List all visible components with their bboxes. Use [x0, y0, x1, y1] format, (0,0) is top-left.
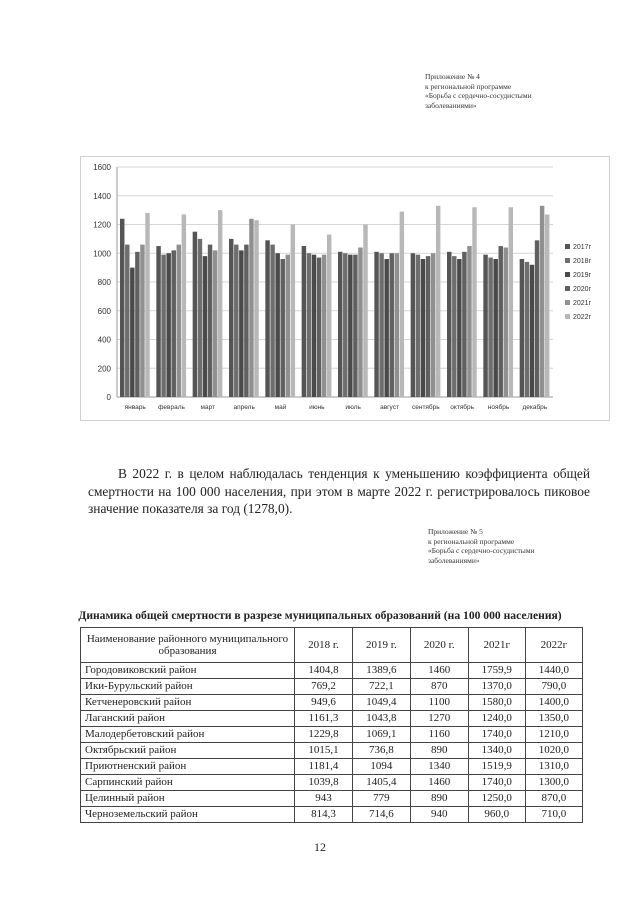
bar	[343, 253, 347, 397]
table-title: Динамика общей смертности в разрезе муниципальных образований (на 100 000 населения)	[78, 609, 562, 622]
bar	[504, 248, 508, 398]
bar	[363, 225, 367, 398]
value-cell: 1043,8	[352, 711, 410, 727]
bar	[457, 259, 461, 397]
bar	[286, 255, 290, 397]
bar	[327, 235, 331, 397]
bar	[416, 255, 420, 397]
mortality-table	[80, 627, 583, 823]
bar	[379, 253, 383, 397]
bar	[400, 212, 404, 397]
value-cell: 1094	[352, 759, 410, 775]
district-name-cell: Приютненский район	[81, 759, 295, 775]
value-cell: 960,0	[468, 807, 525, 823]
body-paragraph: В 2022 г. в целом наблюдалась тенденция к уменьшению коэффициента общей смертности на 100 000 населения, при этом в марте 2022 г. регистрировалось пиковое значение показателя за год (1278,0).	[88, 466, 590, 517]
value-cell: 1160	[410, 727, 468, 743]
y-tick-label: 1400	[93, 191, 111, 201]
value-cell: 1100	[410, 695, 468, 711]
bar	[172, 250, 176, 397]
value-cell: 1250,0	[468, 791, 525, 807]
bar	[384, 259, 388, 397]
x-tick-label: декабрь	[522, 404, 548, 411]
bar	[270, 245, 274, 397]
table-row	[81, 711, 583, 727]
table-row	[81, 775, 583, 791]
legend-entry: 2021г	[573, 300, 592, 307]
bar	[530, 265, 534, 397]
legend-entry: 2022г	[573, 314, 592, 321]
value-cell: 1340	[410, 759, 468, 775]
x-tick-label: ноябрь	[487, 404, 510, 411]
legend-swatch	[565, 286, 570, 291]
bar	[545, 214, 549, 397]
bar	[130, 268, 134, 397]
value-cell: 1069,1	[352, 727, 410, 743]
bar	[249, 219, 253, 397]
bar	[411, 253, 415, 397]
value-cell: 1181,4	[295, 759, 353, 775]
bar	[281, 259, 285, 397]
value-cell: 1350,0	[525, 711, 582, 727]
y-tick-label: 600	[97, 306, 111, 316]
bar	[120, 219, 124, 397]
value-cell: 1740,0	[468, 775, 525, 791]
appendix-4-line: заболеваниями»	[425, 100, 477, 110]
bar	[208, 245, 212, 397]
bar	[302, 246, 306, 397]
bar	[462, 252, 466, 397]
appendix-4-line: «Борьба с сердечно-сосудистыми	[425, 91, 532, 100]
value-cell: 949,6	[295, 695, 353, 711]
bar	[488, 258, 492, 397]
bar	[234, 245, 238, 397]
table-row	[81, 807, 583, 823]
table-header-row	[81, 628, 583, 663]
appendix-4-caption	[425, 72, 532, 110]
value-cell: 779	[352, 791, 410, 807]
table-row	[81, 759, 583, 775]
bar	[436, 206, 440, 397]
bar	[395, 253, 399, 397]
value-cell: 1015,1	[295, 743, 353, 759]
value-cell: 1210,0	[525, 727, 582, 743]
table-row	[81, 679, 583, 695]
district-name-cell: Октябрьский район	[81, 743, 295, 759]
bar	[193, 232, 197, 397]
bar	[358, 248, 362, 398]
bar	[182, 214, 186, 397]
bar	[161, 255, 165, 397]
bar	[520, 259, 524, 397]
value-cell: 1400,0	[525, 695, 582, 711]
value-cell: 870	[410, 679, 468, 695]
value-cell: 1039,8	[295, 775, 353, 791]
chart-canvas	[81, 157, 609, 420]
bar	[426, 256, 430, 397]
appendix-5-line: «Борьба с сердечно-сосудистыми	[428, 546, 535, 555]
y-tick-label: 1200	[93, 220, 111, 230]
bar	[135, 252, 139, 397]
value-cell: 1340,0	[468, 743, 525, 759]
bar	[317, 258, 321, 397]
bar	[421, 259, 425, 397]
bar	[525, 262, 529, 397]
bar	[509, 207, 513, 397]
value-cell: 722,1	[352, 679, 410, 695]
bar	[166, 253, 170, 397]
district-name-cell: Лаганский район	[81, 711, 295, 727]
bar	[239, 250, 243, 397]
value-cell: 1370,0	[468, 679, 525, 695]
y-tick-label: 200	[97, 364, 111, 374]
value-cell: 1300,0	[525, 775, 582, 791]
bar	[213, 250, 217, 397]
legend-entry: 2018г	[573, 258, 592, 265]
header-district: Наименование районного муниципального образования	[81, 628, 295, 663]
bar	[140, 245, 144, 397]
y-tick-label: 1600	[93, 163, 111, 172]
legend-entry: 2020г	[573, 286, 592, 293]
bar	[431, 253, 435, 397]
bar	[535, 240, 539, 397]
bar	[156, 246, 160, 397]
bar	[499, 246, 503, 397]
bar	[177, 245, 181, 397]
x-tick-label: июль	[345, 404, 361, 411]
value-cell: 943	[295, 791, 353, 807]
bar	[218, 210, 222, 397]
x-tick-label: июнь	[309, 404, 325, 411]
value-cell: 1740,0	[468, 727, 525, 743]
district-name-cell: Целинный район	[81, 791, 295, 807]
bar	[198, 239, 202, 397]
appendix-5-line: к региональной программе	[428, 536, 515, 546]
value-cell: 870,0	[525, 791, 582, 807]
district-name-cell: Кетченеровский район	[81, 695, 295, 711]
header-2021: 2021г	[468, 628, 525, 663]
appendix-5-line: заболеваниями»	[428, 555, 480, 565]
value-cell: 1161,3	[295, 711, 353, 727]
value-cell: 769,2	[295, 679, 353, 695]
bar	[374, 252, 378, 397]
bar	[125, 245, 129, 397]
district-name-cell: Городовиковский район	[81, 663, 295, 679]
legend-swatch	[565, 300, 570, 305]
value-cell: 814,3	[295, 807, 353, 823]
bar	[145, 213, 149, 397]
legend-entry: 2019г	[573, 272, 592, 279]
y-tick-label: 1000	[93, 249, 111, 259]
value-cell: 1229,8	[295, 727, 353, 743]
x-tick-label: май	[274, 404, 287, 411]
value-cell: 1519,9	[468, 759, 525, 775]
bar	[312, 255, 316, 397]
table-row	[81, 791, 583, 807]
value-cell: 940	[410, 807, 468, 823]
value-cell: 714,6	[352, 807, 410, 823]
value-cell: 790,0	[525, 679, 582, 695]
header-2018: 2018 г.	[295, 628, 353, 663]
bar	[483, 255, 487, 397]
bar	[322, 255, 326, 397]
value-cell: 1580,0	[468, 695, 525, 711]
bar	[265, 240, 269, 397]
x-tick-label: апрель	[233, 404, 255, 411]
bar	[307, 253, 311, 397]
value-cell: 890	[410, 791, 468, 807]
value-cell: 1389,6	[352, 663, 410, 679]
appendix-5-caption	[428, 527, 535, 565]
table-row	[81, 695, 583, 711]
legend-swatch	[565, 244, 570, 249]
y-tick-label: 800	[97, 278, 111, 287]
x-tick-label: сентябрь	[411, 404, 440, 411]
value-cell: 1440,0	[525, 663, 582, 679]
bar	[244, 245, 248, 397]
header-2022: 2022г	[525, 628, 582, 663]
bar	[254, 220, 258, 397]
bar	[291, 225, 295, 398]
header-2020: 2020 г.	[410, 628, 468, 663]
appendix-4-line: к региональной программе	[425, 81, 512, 91]
bar	[447, 252, 451, 397]
value-cell: 1310,0	[525, 759, 582, 775]
legend-swatch	[565, 314, 570, 319]
x-tick-label: февраль	[158, 404, 185, 411]
district-name-cell: Сарпинский район	[81, 775, 295, 791]
legend-swatch	[565, 258, 570, 263]
bar	[493, 259, 497, 397]
bar	[467, 246, 471, 397]
x-tick-label: январь	[124, 404, 146, 411]
appendix-4-line: Приложение № 4	[425, 72, 480, 81]
legend-swatch	[565, 272, 570, 277]
value-cell: 1460	[410, 775, 468, 791]
y-tick-label: 400	[97, 335, 111, 345]
table-row	[81, 663, 583, 679]
value-cell: 1020,0	[525, 743, 582, 759]
district-name-cell: Ики-Бурульский район	[81, 679, 295, 695]
bar	[452, 256, 456, 397]
x-tick-label: март	[200, 404, 216, 411]
value-cell: 1405,4	[352, 775, 410, 791]
value-cell: 710,0	[525, 807, 582, 823]
bar	[353, 255, 357, 397]
value-cell: 1240,0	[468, 711, 525, 727]
mortality-bar-chart	[80, 156, 610, 421]
header-2019: 2019 г.	[352, 628, 410, 663]
bar	[275, 253, 279, 397]
district-name-cell: Черноземельский район	[81, 807, 295, 823]
page-number: 12	[314, 840, 326, 854]
value-cell: 1759,9	[468, 663, 525, 679]
bar	[540, 206, 544, 397]
bar	[229, 239, 233, 397]
table-row	[81, 727, 583, 743]
value-cell: 1404,8	[295, 663, 353, 679]
x-tick-label: октябрь	[450, 404, 475, 411]
bar	[338, 252, 342, 397]
bar	[390, 253, 394, 397]
appendix-5-line: Приложение № 5	[428, 527, 483, 536]
value-cell: 890	[410, 743, 468, 759]
value-cell: 1270	[410, 711, 468, 727]
value-cell: 736,8	[352, 743, 410, 759]
y-tick-label: 0	[106, 393, 111, 402]
legend-entry: 2017г	[573, 244, 592, 251]
value-cell: 1460	[410, 663, 468, 679]
table-row	[81, 743, 583, 759]
district-name-cell: Малодербетовский район	[81, 727, 295, 743]
bar	[348, 255, 352, 397]
value-cell: 1049,4	[352, 695, 410, 711]
x-tick-label: август	[380, 404, 399, 411]
bar	[203, 256, 207, 397]
bar	[472, 207, 476, 397]
